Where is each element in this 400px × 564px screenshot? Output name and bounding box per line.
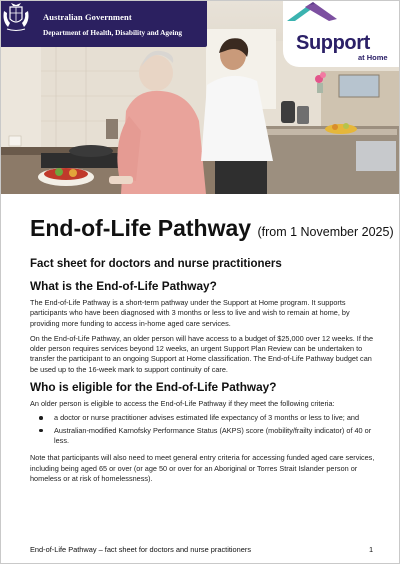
coat-of-arms-icon [1, 1, 31, 35]
paragraph-overview: The End-of-Life Pathway is a short-term pathway under the Support at Home program. It supports participants who have been diagnosed with 3 months or less to live and wish to remain at home, by providing more funding to access in-home aged care services. [30, 298, 350, 328]
department-name: Department of Health, Disability and Ageing [43, 28, 183, 37]
list-item [39, 426, 375, 447]
list-item [39, 413, 375, 423]
hero-photo [1, 1, 399, 194]
list-item-text: a doctor or nurse practitioner advises estimated life expectancy of 3 months or less to live; and [54, 413, 360, 423]
paragraph-budget: On the End-of-Life Pathway, an older person will have access to a budget of $25,000 over 12 weeks. If the older person requires services beyond 12 weeks, an urgent Support Plan Review can be undertaken to transfer the participant to an ongoing Support at Home classification. The End-of-Life Pathway budget can be used up to the 16-week mark to support continuity of care. [30, 333, 374, 374]
section-heading-what: What is the End-of-Life Pathway? [30, 279, 217, 293]
title-date: (from 1 November 2025) [257, 225, 394, 239]
document-subtitle: Fact sheet for doctors and nurse practitioners [30, 258, 282, 270]
footer-title: End-of-Life Pathway – fact sheet for doctors and nurse practitioners [30, 545, 252, 554]
bullet-icon [39, 416, 43, 420]
brand-subtitle: at Home [358, 53, 388, 62]
list-item-text: Australian-modified Karnofsky Performance Status (AKPS) score (mobility/frailty indicator) of 40 or less. [54, 425, 372, 445]
brand-name: Support [296, 32, 370, 54]
eligibility-criteria-list [30, 413, 375, 446]
page-number: 1 [369, 545, 374, 554]
government-banner [1, 1, 207, 47]
support-at-home-logo [283, 1, 399, 67]
fact-sheet-content [30, 215, 394, 484]
house-roof-logo-icon [283, 1, 339, 23]
page-title [30, 215, 394, 246]
title-main: End-of-Life Pathway [30, 215, 252, 241]
paragraph-note: Note that participants will also need to meet general entry criteria for accessing funded aged care services, including being aged 65 or over (or age 50 or over for an Aboriginal or Torres Strait Islander person or homeless or at risk of homelessness). [30, 453, 375, 483]
government-title: Australian Government [43, 12, 132, 22]
section-heading-who: Who is eligible for the End-of-Life Pathway? [30, 380, 277, 395]
paragraph-eligibility-intro: An older person is eligible to access the End-of-Life Pathway if they meet the following criteria: [30, 399, 335, 409]
bullet-icon [39, 429, 43, 433]
